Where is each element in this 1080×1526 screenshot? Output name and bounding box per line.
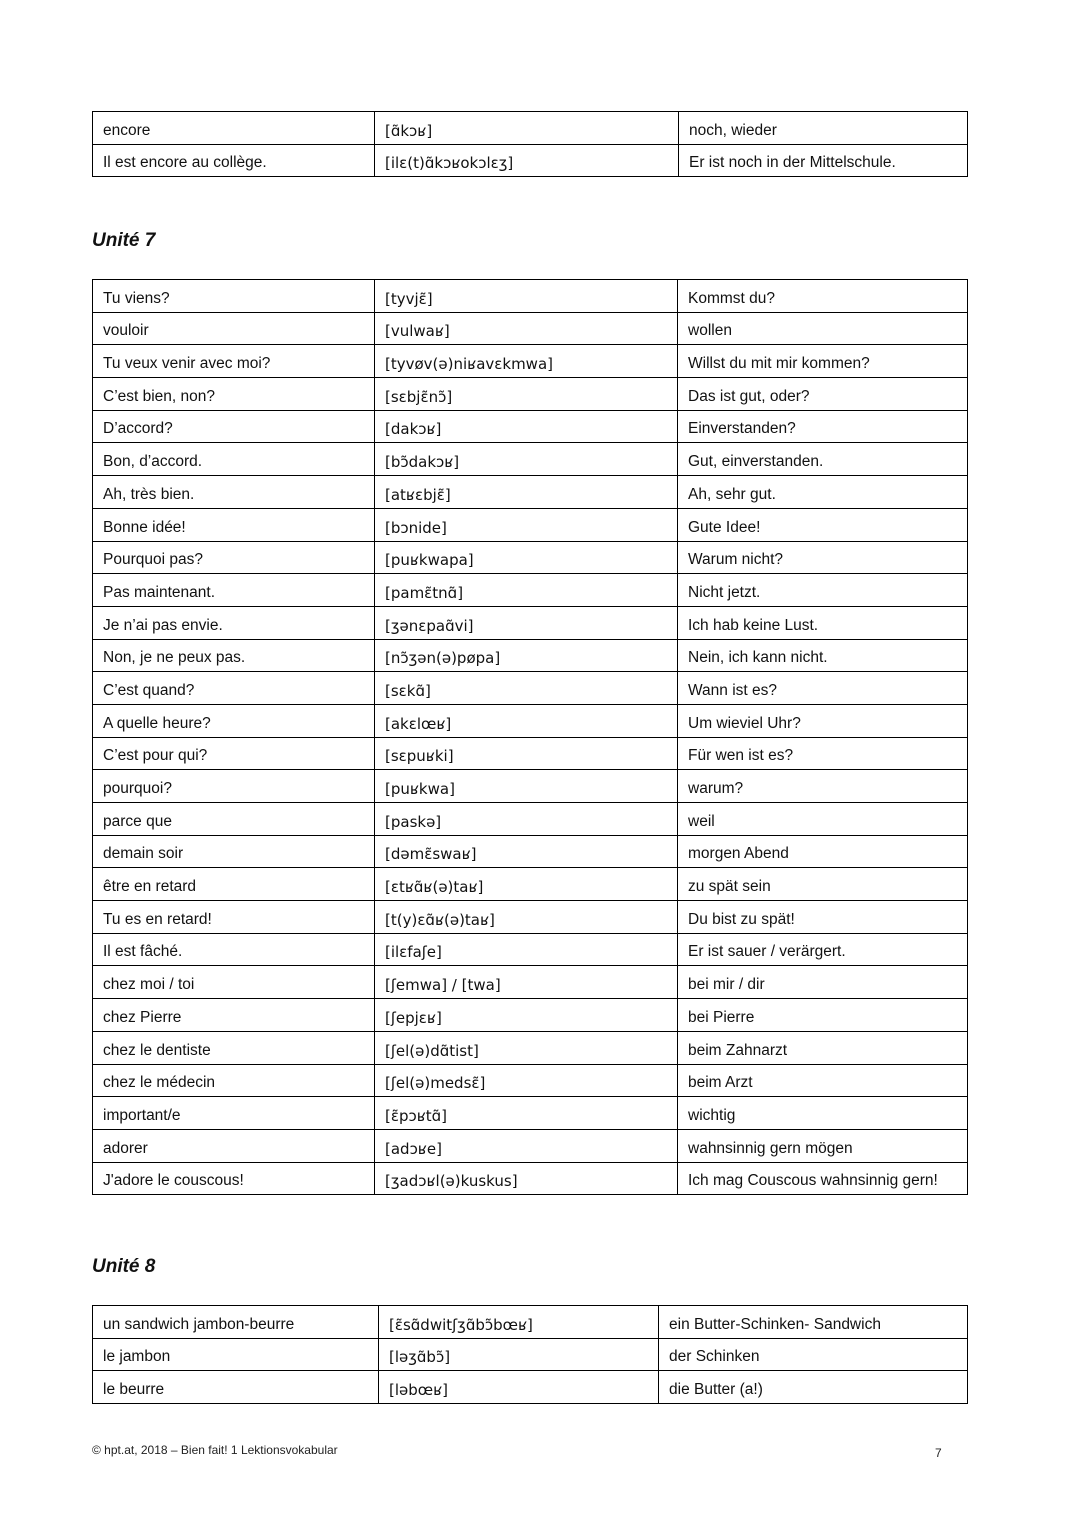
german-translation-cell: Gute Idee! xyxy=(678,508,968,541)
vocab-row xyxy=(93,1097,968,1130)
german-translation-cell: bei mir / dir xyxy=(678,966,968,999)
french-term-cell: être en retard xyxy=(93,868,375,901)
vocab-row xyxy=(93,704,968,737)
pronunciation-cell: [bɔ̃dakɔʁ] xyxy=(375,443,678,476)
vocab-row xyxy=(93,737,968,770)
french-term-cell: Je n’ai pas envie. xyxy=(93,606,375,639)
french-term-cell: C’est pour qui? xyxy=(93,737,375,770)
german-translation-cell: Warum nicht? xyxy=(678,541,968,574)
vocab-row xyxy=(93,1162,968,1195)
french-term-cell: C’est quand? xyxy=(93,672,375,705)
german-translation-cell: zu spät sein xyxy=(678,868,968,901)
french-term-cell: Bon, d’accord. xyxy=(93,443,375,476)
vocab-row xyxy=(93,606,968,639)
pronunciation-cell: [akɛlœʁ] xyxy=(375,704,678,737)
vocab-row xyxy=(93,410,968,443)
german-translation-cell: Kommst du? xyxy=(678,280,968,313)
french-term-cell: Non, je ne peux pas. xyxy=(93,639,375,672)
pronunciation-cell: [sɛkɑ̃] xyxy=(375,672,678,705)
french-term-cell: chez Pierre xyxy=(93,999,375,1032)
vocab-row xyxy=(93,639,968,672)
french-term-cell: le beurre xyxy=(93,1371,379,1404)
vocab-row xyxy=(93,1064,968,1097)
french-term-cell: chez le dentiste xyxy=(93,1031,375,1064)
french-term-cell: le jambon xyxy=(93,1338,379,1371)
pronunciation-cell: [ʒadɔʁl(ə)kuskus] xyxy=(375,1162,678,1195)
vocab-row xyxy=(93,868,968,901)
pronunciation-cell: [ʃepjɛʁ] xyxy=(375,999,678,1032)
german-translation-cell: Nicht jetzt. xyxy=(678,574,968,607)
vocab-table-top xyxy=(92,111,968,177)
pronunciation-cell: [tyvøv(ə)niʁavɛkmwa] xyxy=(375,345,678,378)
vocab-row xyxy=(93,574,968,607)
pronunciation-cell: [ləʒɑ̃bɔ̃] xyxy=(379,1338,659,1371)
vocab-row xyxy=(93,835,968,868)
french-term-cell: Il est fâché. xyxy=(93,933,375,966)
vocab-row xyxy=(93,999,968,1032)
french-term-cell: Pas maintenant. xyxy=(93,574,375,607)
german-translation-cell: Um wieviel Uhr? xyxy=(678,704,968,737)
pronunciation-cell: [puʁkwa] xyxy=(375,770,678,803)
french-term-cell: Ah, très bien. xyxy=(93,476,375,509)
german-translation-cell: Nein, ich kann nicht. xyxy=(678,639,968,672)
pronunciation-cell: [ɛtʁɑ̃ʁ(ə)taʁ] xyxy=(375,868,678,901)
french-term-cell: Il est encore au collège. xyxy=(93,144,375,177)
french-term-cell: demain soir xyxy=(93,835,375,868)
german-translation-cell: beim Arzt xyxy=(678,1064,968,1097)
section-heading-unite-8: Unité 8 xyxy=(92,1256,156,1277)
french-term-cell: pourquoi? xyxy=(93,770,375,803)
vocab-row xyxy=(93,1338,968,1371)
vocab-row xyxy=(93,280,968,313)
french-term-cell: D’accord? xyxy=(93,410,375,443)
german-translation-cell: Du bist zu spät! xyxy=(678,901,968,934)
german-translation-cell: Gut, einverstanden. xyxy=(678,443,968,476)
pronunciation-cell: [ilɛ(t)ɑ̃kɔʁokɔlɛʒ] xyxy=(375,144,679,177)
footer-copyright: © hpt.at, 2018 – Bien fait! 1 Lektionsvokabular xyxy=(92,1443,338,1457)
pronunciation-cell: [dakɔʁ] xyxy=(375,410,678,443)
german-translation-cell: Ah, sehr gut. xyxy=(678,476,968,509)
vocab-row xyxy=(93,672,968,705)
vocab-row xyxy=(93,476,968,509)
german-translation-cell: der Schinken xyxy=(659,1338,968,1371)
pronunciation-cell: [t(y)ɛɑ̃ʁ(ə)taʁ] xyxy=(375,901,678,934)
french-term-cell: chez le médecin xyxy=(93,1064,375,1097)
pronunciation-cell: [nɔ̃ʒən(ə)pøpa] xyxy=(375,639,678,672)
german-translation-cell: Ich hab keine Lust. xyxy=(678,606,968,639)
vocab-row xyxy=(93,312,968,345)
pronunciation-cell: [tyvjɛ̃] xyxy=(375,280,678,313)
german-translation-cell: Er ist sauer / verärgert. xyxy=(678,933,968,966)
french-term-cell: J'adore le couscous! xyxy=(93,1162,375,1195)
german-translation-cell: Das ist gut, oder? xyxy=(678,378,968,411)
german-translation-cell: warum? xyxy=(678,770,968,803)
pronunciation-cell: [ʃemwa] / [twa] xyxy=(375,966,678,999)
german-translation-cell: wollen xyxy=(678,312,968,345)
pronunciation-cell: [dəmɛ̃swaʁ] xyxy=(375,835,678,868)
vocab-row xyxy=(93,378,968,411)
french-term-cell: vouloir xyxy=(93,312,375,345)
german-translation-cell: die Butter (a!) xyxy=(659,1371,968,1404)
pronunciation-cell: [vulwaʁ] xyxy=(375,312,678,345)
french-term-cell: Tu es en retard! xyxy=(93,901,375,934)
pronunciation-cell: [paskə] xyxy=(375,803,678,836)
pronunciation-cell: [sɛpuʁki] xyxy=(375,737,678,770)
french-term-cell: un sandwich jambon-beurre xyxy=(93,1306,379,1339)
pronunciation-cell: [ilɛfaʃe] xyxy=(375,933,678,966)
german-translation-cell: beim Zahnarzt xyxy=(678,1031,968,1064)
vocab-row xyxy=(93,1371,968,1404)
pronunciation-cell: [bɔnide] xyxy=(375,508,678,541)
german-translation-cell: wahnsinnig gern mögen xyxy=(678,1129,968,1162)
pronunciation-cell: [ɛ̃sɑ̃dwitʃʒɑ̃bɔ̃bœʁ] xyxy=(379,1306,659,1339)
german-translation-cell: Einverstanden? xyxy=(678,410,968,443)
french-term-cell: adorer xyxy=(93,1129,375,1162)
pronunciation-cell: [ʃel(ə)medsɛ̃] xyxy=(375,1064,678,1097)
vocab-row xyxy=(93,1031,968,1064)
vocab-row xyxy=(93,144,968,177)
vocab-row xyxy=(93,1129,968,1162)
german-translation-cell: Willst du mit mir kommen? xyxy=(678,345,968,378)
vocab-table-unite-8 xyxy=(92,1305,968,1404)
french-term-cell: C’est bien, non? xyxy=(93,378,375,411)
german-translation-cell: ein Butter-Schinken- Sandwich xyxy=(659,1306,968,1339)
german-translation-cell: morgen Abend xyxy=(678,835,968,868)
french-term-cell: Tu veux venir avec moi? xyxy=(93,345,375,378)
section-heading-unite-7: Unité 7 xyxy=(92,230,156,251)
german-translation-cell: wichtig xyxy=(678,1097,968,1130)
german-translation-cell: weil xyxy=(678,803,968,836)
german-translation-cell: Er ist noch in der Mittelschule. xyxy=(679,144,968,177)
vocab-row xyxy=(93,345,968,378)
french-term-cell: parce que xyxy=(93,803,375,836)
vocab-row xyxy=(93,443,968,476)
french-term-cell: Tu viens? xyxy=(93,280,375,313)
vocab-row xyxy=(93,770,968,803)
page-number: 7 xyxy=(935,1446,942,1460)
pronunciation-cell: [ʃel(ə)dɑ̃tist] xyxy=(375,1031,678,1064)
pronunciation-cell: [puʁkwapa] xyxy=(375,541,678,574)
pronunciation-cell: [pamɛ̃tnɑ̃] xyxy=(375,574,678,607)
french-term-cell: A quelle heure? xyxy=(93,704,375,737)
pronunciation-cell: [atʁɛbjɛ̃] xyxy=(375,476,678,509)
vocab-row xyxy=(93,112,968,145)
vocab-row xyxy=(93,803,968,836)
french-term-cell: chez moi / toi xyxy=(93,966,375,999)
german-translation-cell: Ich mag Couscous wahnsinnig gern! xyxy=(678,1162,968,1195)
vocab-row xyxy=(93,508,968,541)
pronunciation-cell: [adɔʁe] xyxy=(375,1129,678,1162)
french-term-cell: Bonne idée! xyxy=(93,508,375,541)
pronunciation-cell: [ɑ̃kɔʁ] xyxy=(375,112,679,145)
vocab-row xyxy=(93,966,968,999)
german-translation-cell: noch, wieder xyxy=(679,112,968,145)
german-translation-cell: Für wen ist es? xyxy=(678,737,968,770)
french-term-cell: encore xyxy=(93,112,375,145)
pronunciation-cell: [ʒənɛpaɑ̃vi] xyxy=(375,606,678,639)
german-translation-cell: Wann ist es? xyxy=(678,672,968,705)
vocab-row xyxy=(93,901,968,934)
french-term-cell: Pourquoi pas? xyxy=(93,541,375,574)
pronunciation-cell: [ɛ̃pɔʁtɑ̃] xyxy=(375,1097,678,1130)
vocab-row xyxy=(93,933,968,966)
pronunciation-cell: [sɛbjɛ̃nɔ̃] xyxy=(375,378,678,411)
french-term-cell: important/e xyxy=(93,1097,375,1130)
vocab-row xyxy=(93,541,968,574)
vocab-table-unite-7 xyxy=(92,279,968,1195)
vocab-row xyxy=(93,1306,968,1339)
german-translation-cell: bei Pierre xyxy=(678,999,968,1032)
pronunciation-cell: [ləbœʁ] xyxy=(379,1371,659,1404)
